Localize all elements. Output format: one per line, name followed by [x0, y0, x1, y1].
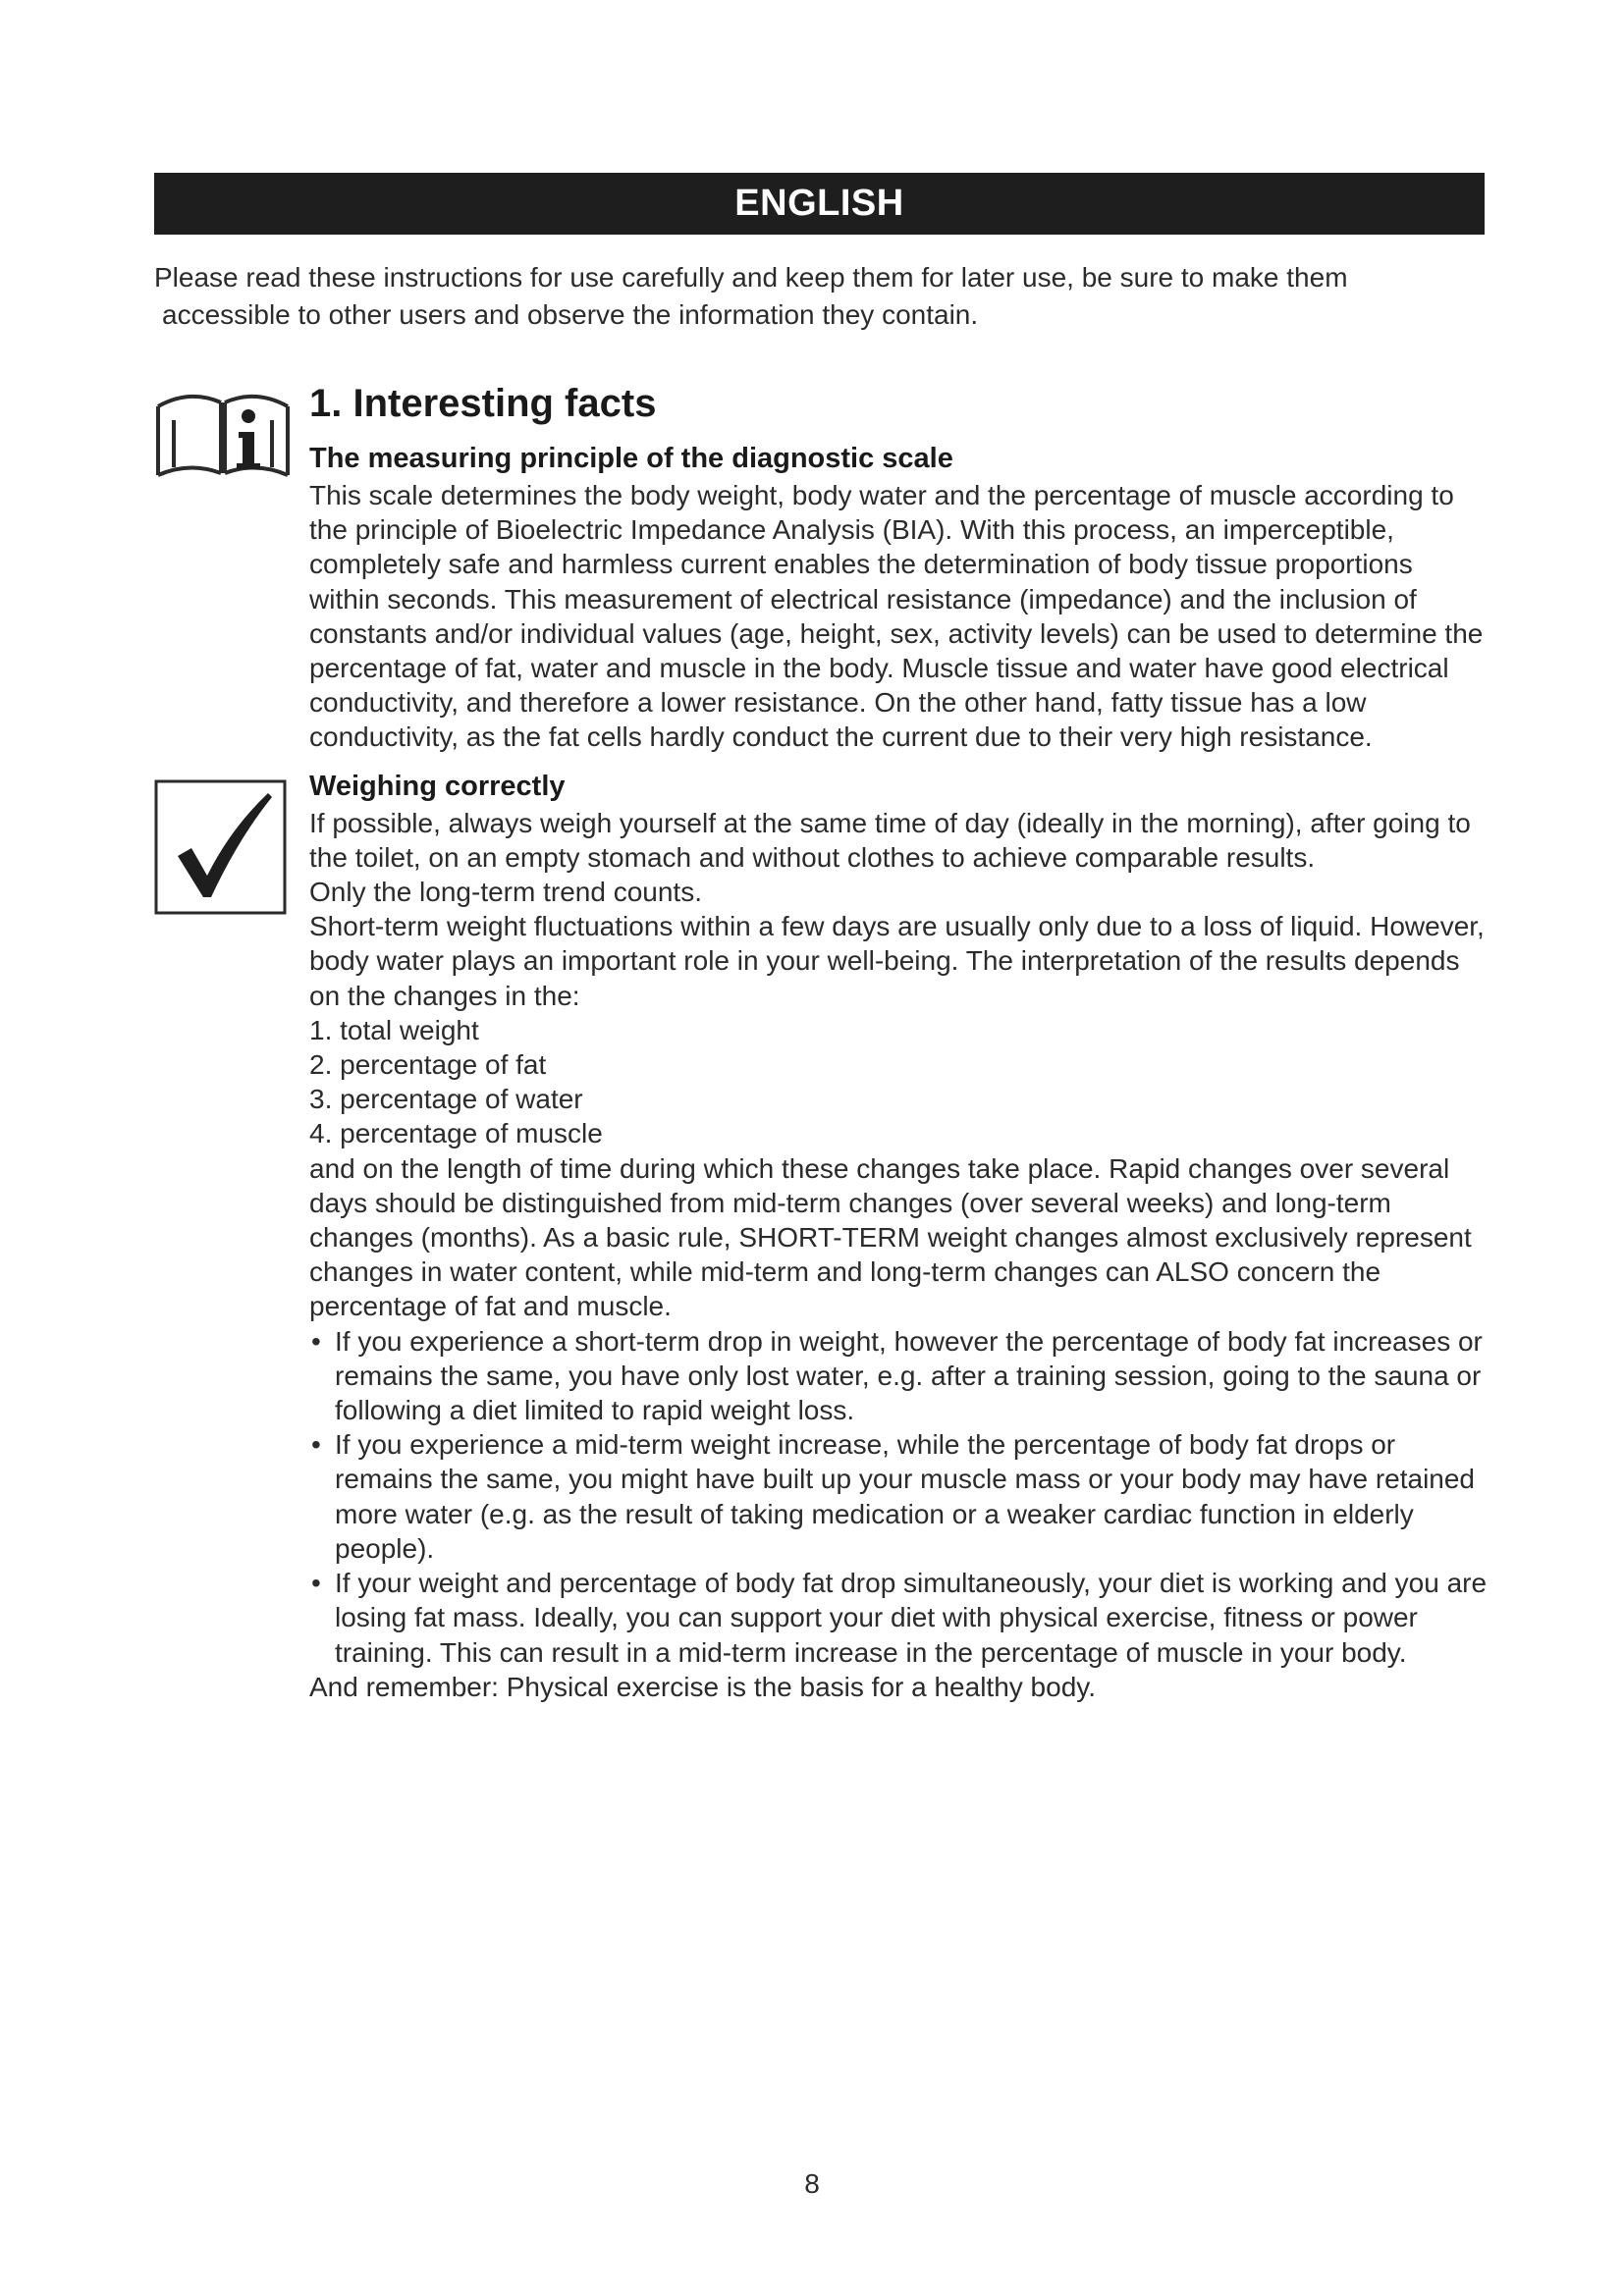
main-content [309, 378, 1488, 1704]
page-number: 8 [804, 2168, 820, 2199]
weighing-paragraph-1: If possible, always weigh yourself at the same time of day (ideally in the morning), after going to the toilet, on an empty stomach and without clothes to achieve comparable results. [309, 807, 1471, 873]
list-item: 1. total weight [309, 1014, 479, 1045]
language-header-bar: ENGLISH [154, 173, 1485, 235]
checkmark-icon [154, 779, 287, 915]
scenario-bullets [309, 1324, 1488, 1670]
weighing-paragraph-3: Short-term weight fluctuations within a few days are usually only due to a loss of liquid. However, body water plays an important role in your well-being. The interpretation of the results depends on the changes in the: [309, 911, 1485, 1011]
bullet-symbol: • [311, 1429, 321, 1461]
intro-paragraph [154, 259, 1489, 334]
info-book-icon [154, 379, 292, 495]
section-title: 1. Interesting facts [309, 382, 657, 425]
bullet-item [309, 1324, 1488, 1428]
weighing-heading: Weighing correctly [309, 770, 566, 802]
change-factors-list [309, 1013, 1488, 1151]
list-item: 2. percentage of fat [309, 1049, 547, 1081]
closing-remark: And remember: Physical exercise is the basis for a healthy body. [309, 1671, 1096, 1702]
intro-line-1: Please read these instructions for use carefully and keep them for later use, be sure to make them [154, 262, 1348, 293]
intro-line-2: accessible to other users and observe the information they contain. [162, 299, 979, 330]
bullet-text: If your weight and percentage of body fat drop simultaneously, your diet is working and you are losing fat mass. Ideally, you can support your diet with physical exercise, fitness or power training. This can result in a mid-term increase in the percentage of muscle in your body. [335, 1568, 1488, 1668]
weighing-paragraph-2: Only the long-term trend counts. [309, 877, 702, 908]
principle-text: This scale determines the body weight, body water and the percentage of muscle according to the principle of Bioelectric Impedance Analysis (BIA). With this process, an imperceptible, completely safe and harmless current enables the determination of body tissue proportions within seconds. This measurement of electrical resistance (impedance) and the inclusion of constants and/or individual values (age, height, sex, activity levels) can be used to determine the percentage of fat, water and muscle in the body. Muscle tissue and water have good electrical conductivity, and therefore a lower resistance. On the other hand, fatty tissue has a low conductivity, as the fat cells hardly conduct the current due to their very high resistance. [309, 480, 1484, 753]
list-item: 3. percentage of water [309, 1084, 583, 1115]
weighing-paragraph-4: and on the length of time during which these changes take place. Rapid changes over several days should be distinguished from mid-term changes (over several weeks) and long-term changes (months). As a basic rule, SHORT-TERM weight changes almost exclusively represent changes in water content, while mid-term and long-term changes can ALSO concern the percentage of fat and muscle. [309, 1152, 1472, 1322]
bullet-symbol: • [311, 1568, 321, 1599]
bullet-text: If you experience a short-term drop in weight, however the percentage of body fat increases or remains the same, you have only lost water, e.g. after a training session, going to the sauna or following a diet limited to rapid weight loss. [335, 1325, 1483, 1426]
bullet-item [309, 1427, 1488, 1566]
bullet-symbol: • [311, 1325, 321, 1357]
list-item: 4. percentage of muscle [309, 1118, 603, 1149]
bullet-item [309, 1566, 1488, 1670]
principle-heading: The measuring principle of the diagnostic scale [309, 443, 953, 474]
bullet-text: If you experience a mid-term weight increase, while the percentage of body fat drops or remains the same, you might have built up your muscle mass or your body may have retained more water (e.g. as the result of taking medication or a weaker cardiac function in elderly people). [335, 1429, 1476, 1564]
